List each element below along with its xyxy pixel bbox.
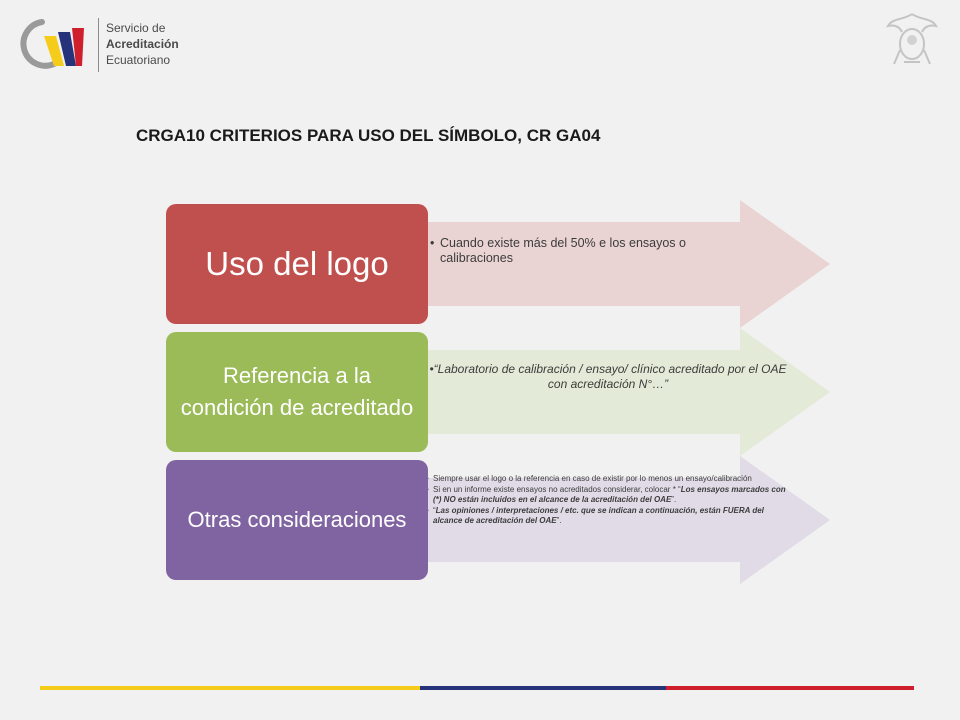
bullet-2-quote: Los ensayos marcados con (*) NO están incluidos en el alcance de la acreditación del OAE [433, 484, 786, 504]
section-3-label: Otras consideraciones [166, 460, 428, 580]
logo-line-2: Acreditación [106, 37, 179, 51]
bullet-2-intro: Si en un informe existe ensayos no acreditados considerar, colocar * “ [433, 484, 681, 494]
section-3-bullet-3 [426, 506, 786, 527]
footer-stripe-yellow [40, 686, 420, 690]
sae-logo [14, 14, 184, 74]
section-3-bullets [426, 474, 786, 527]
section-1-bullets [430, 236, 720, 266]
bullet-3-open: “ [433, 505, 436, 515]
section-2-bullet: •“Laboratorio de calibración / ensayo/ clínico acreditado por el OAE con acreditación N°…” [429, 362, 787, 391]
bullet-3-quote: Las opiniones / interpretaciones / etc. que se indican a continuación, están FUERA del alcance de acreditación del OAE [433, 505, 764, 525]
logo-line-3: Ecuatoriano [106, 53, 171, 67]
section-1-label: Uso del logo [166, 204, 428, 324]
bullet-2-close: ”. [671, 495, 677, 504]
slide-title: CRGA10 CRITERIOS PARA USO DEL SÍMBOLO, CR GA04 [136, 126, 601, 145]
section-3-bullet-1: • Siempre usar el logo o la referencia en caso de existir por lo menos un ensayo/calibración [426, 474, 786, 485]
footer-stripe-blue [420, 686, 666, 690]
section-3-bullet-2 [426, 485, 786, 506]
logo-line-1: Servicio de [106, 21, 166, 35]
sae-logo-mark-icon [14, 14, 94, 74]
logo-divider [98, 18, 99, 72]
ecuador-coat-of-arms-icon [884, 10, 940, 70]
section-2-bullets [428, 362, 788, 392]
logo-text [106, 20, 196, 68]
section-1-bullet: • Cuando existe más del 50% e los ensayos o calibraciones [430, 236, 720, 266]
footer-stripe-red [666, 686, 914, 690]
bullet-3-close: ”. [556, 516, 562, 525]
section-2-label: Referencia a la condición de acreditado [166, 332, 428, 452]
